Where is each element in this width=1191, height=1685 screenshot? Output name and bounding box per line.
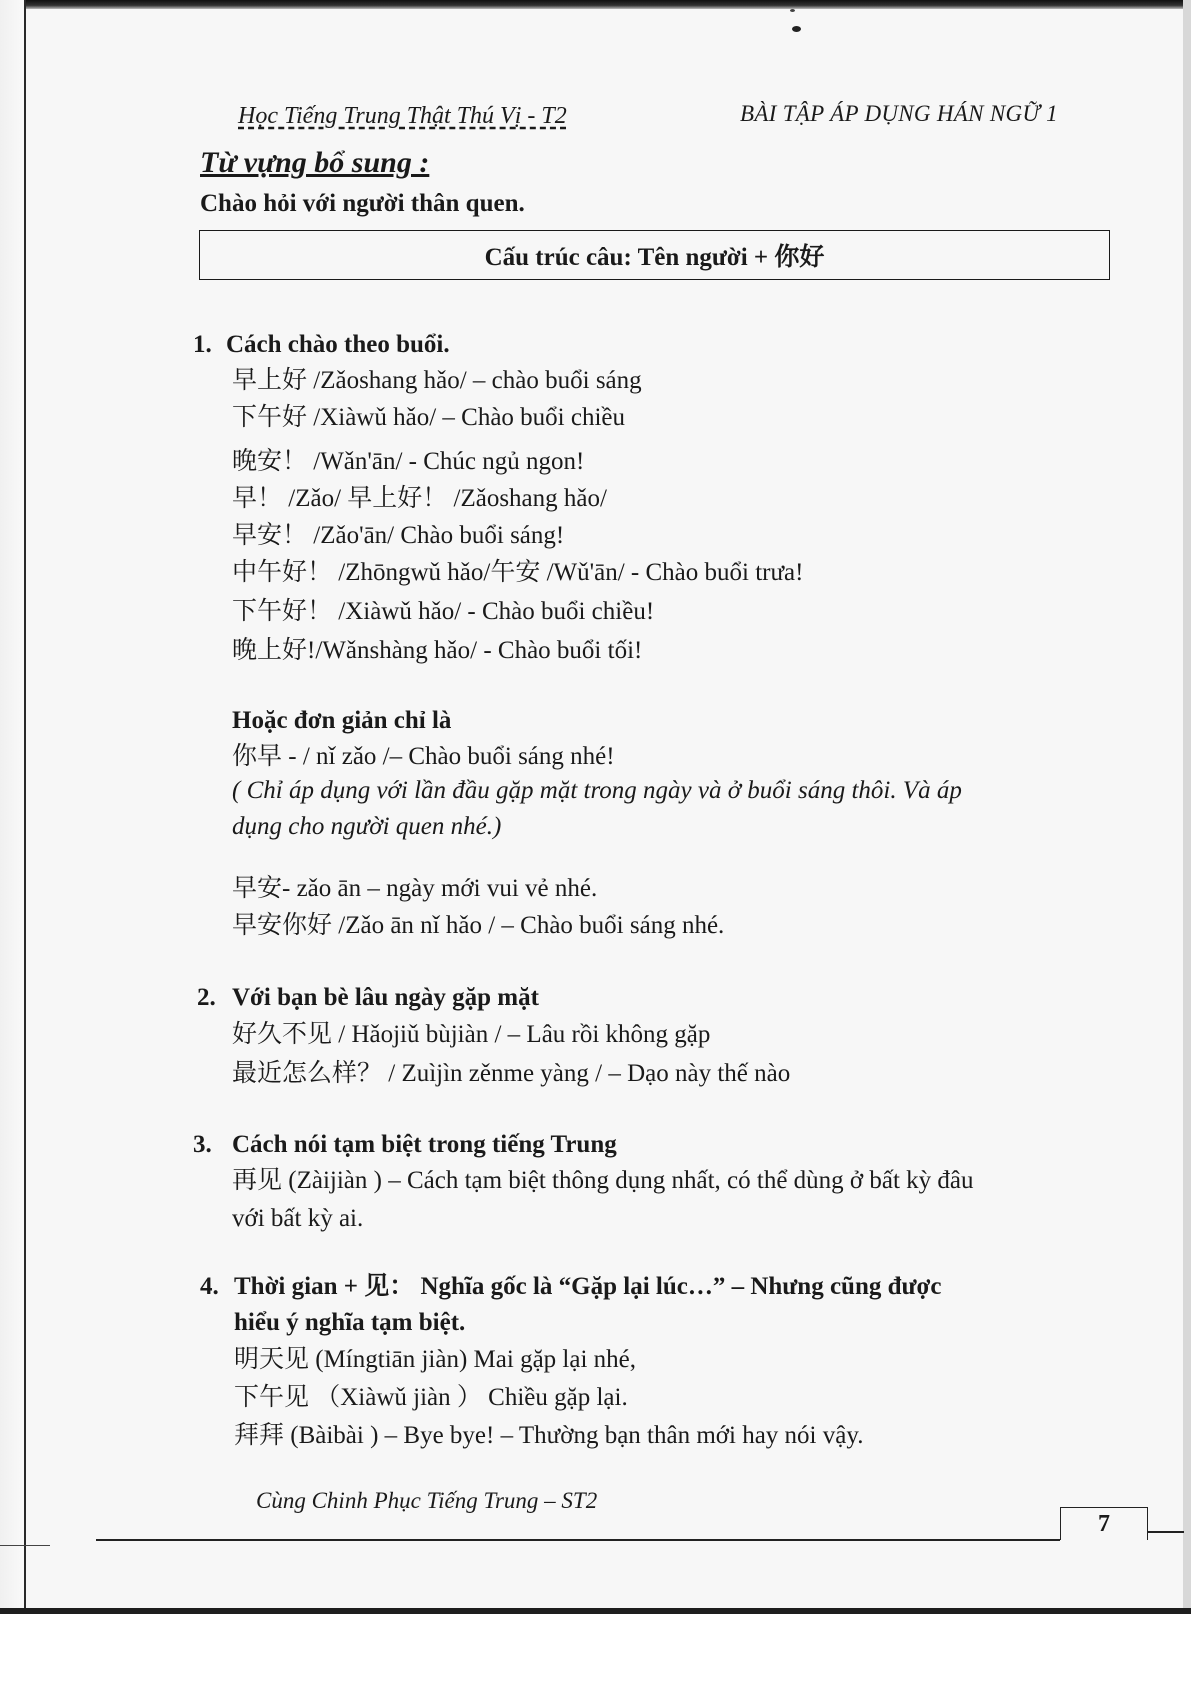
vocab-line: 你早 - / nǐ zǎo /– Chào buổi sáng nhé! (232, 743, 615, 770)
page-title: Từ vựng bổ sung : (200, 146, 430, 179)
vocab-line: với bất kỳ ai. (232, 1205, 364, 1232)
section-number: 4. (200, 1273, 219, 1300)
page-number: 7 (1060, 1507, 1148, 1540)
section-heading: Cách chào theo buổi. (226, 331, 450, 358)
top-scan-edge (26, 0, 1191, 9)
page-spine (0, 0, 26, 1685)
vocab-line: 下午好！ /Xiàwǔ hǎo/ - Chào buổi chiều! (232, 598, 655, 625)
footer-text: Cùng Chinh Phục Tiếng Trung – ST2 (256, 1488, 598, 1513)
section-number: 1. (193, 331, 212, 358)
running-header-right: BÀI TẬP ÁP DỤNG HÁN NGỮ 1 (740, 101, 1058, 126)
note-line: dụng cho người quen nhé.) (232, 813, 502, 840)
footer-rule (96, 1539, 1060, 1541)
vocab-line: 晚上好!/Wǎnshàng hǎo/ - Chào buổi tối! (232, 637, 643, 664)
section-heading: hiểu ý nghĩa tạm biệt. (234, 1309, 466, 1336)
vocab-line: 下午好 /Xiàwǔ hǎo/ – Chào buổi chiều (232, 404, 625, 431)
vocab-line: 早上好 /Zǎoshang hǎo/ – chào buổi sáng (232, 367, 642, 394)
vocab-line: 早！ /Zǎo/ 早上好！ /Zǎoshang hǎo/ (232, 485, 607, 512)
vocab-line: 再见 (Zàijiàn ) – Cách tạm biệt thông dụng nhất, có thể dùng ở bất kỳ đâu (232, 1167, 974, 1194)
running-header-left: Học Tiếng Trung Thật Thú Vị - T2 (238, 103, 567, 129)
note-line: ( Chỉ áp dụng với lần đầu gặp mặt trong ngày và ở buổi sáng thôi. Và áp (232, 777, 962, 804)
vocab-line: 中午好！ /Zhōngwǔ hǎo/午安 /Wǔ'ān/ - Chào buổi trưa! (232, 559, 804, 586)
margin-tick (0, 1545, 50, 1546)
vocab-line: 晚安！ /Wǎn'ān/ - Chúc ngủ ngon! (232, 448, 585, 475)
scan-speck (792, 26, 801, 32)
vocab-line: 最近怎么样？ / Zuìjìn zěnme yàng / – Dạo này thế nào (232, 1060, 791, 1087)
vocab-line: 早安！ /Zǎo'ān/ Chào buổi sáng! (232, 522, 565, 549)
footer-rule (1148, 1531, 1184, 1533)
vocab-line: 下午见 （Xiàwǔ jiàn ） Chiều gặp lại. (234, 1384, 628, 1411)
vocab-line: 早安- zǎo ān – ngày mới vui vẻ nhé. (232, 875, 598, 902)
structure-box: Cấu trúc câu: Tên người + 你好 (199, 230, 1110, 280)
section-heading: Cách nói tạm biệt trong tiếng Trung (232, 1131, 617, 1158)
section-heading: Thời gian + 见： Nghĩa gốc là “Gặp lại lúc…” – Nhưng cũng được (234, 1273, 942, 1300)
section-number: 3. (193, 1131, 212, 1158)
page-subtitle: Chào hỏi với người thân quen. (200, 190, 525, 217)
vocab-line: 好久不见 / Hǎojiǔ bùjiàn / – Lâu rồi không gặp (232, 1021, 711, 1048)
vocab-line: 明天见 (Míngtiān jiàn) Mai gặp lại nhé, (234, 1346, 637, 1373)
section-heading: Với bạn bè lâu ngày gặp mặt (232, 984, 539, 1011)
right-scan-edge (1183, 0, 1191, 1612)
vocab-line: 早安你好 /Zǎo ān nǐ hǎo / – Chào buổi sáng nhé. (232, 912, 725, 939)
scan-margin (0, 1614, 1191, 1685)
spine-divider (24, 0, 26, 1610)
sub-heading: Hoặc đơn giản chỉ là (232, 707, 452, 734)
vocab-line: 拜拜 (Bàibài ) – Bye bye! – Thường bạn thân mới hay nói vậy. (234, 1422, 864, 1449)
section-number: 2. (197, 984, 216, 1011)
scan-speck (790, 9, 795, 12)
